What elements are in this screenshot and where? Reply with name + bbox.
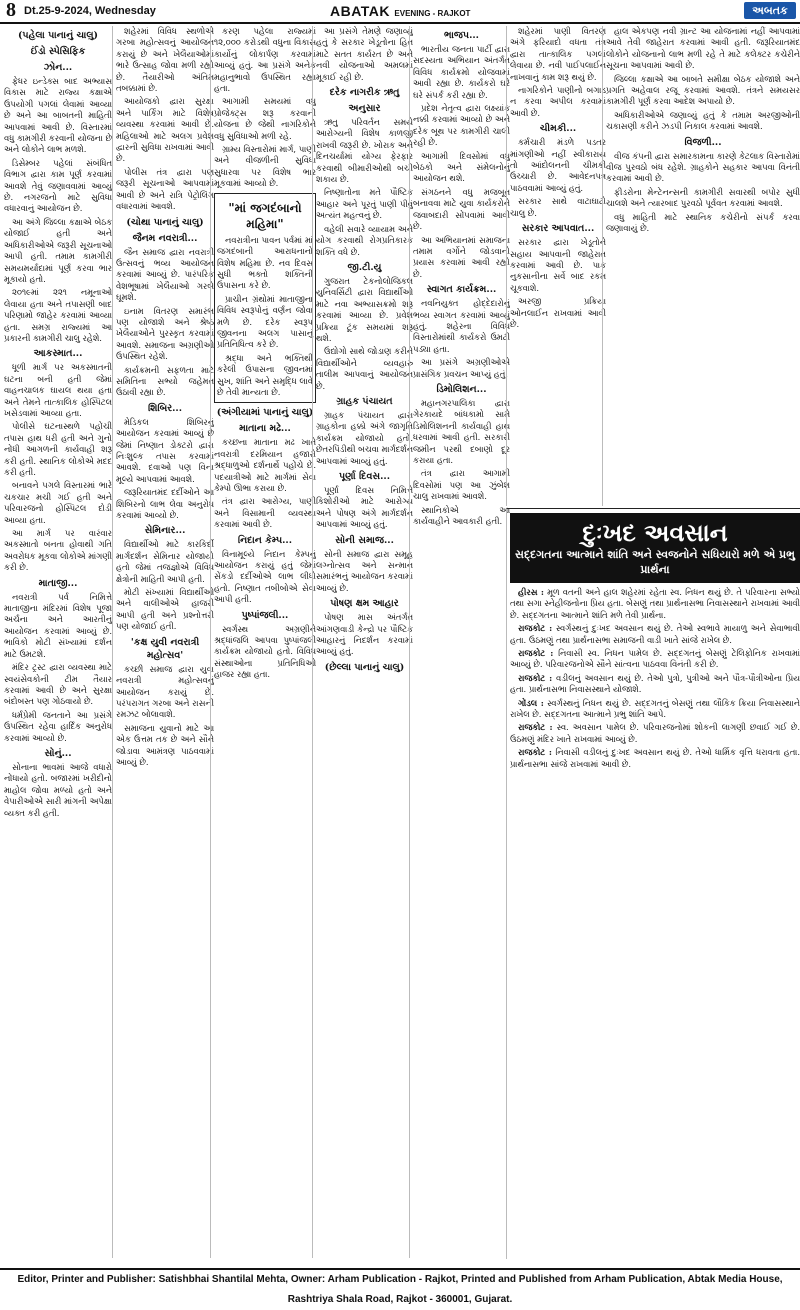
obituary-city: હીરસ : bbox=[518, 587, 544, 597]
headline: ડિમોલિશન... bbox=[436, 383, 487, 395]
masthead bbox=[0, 0, 800, 24]
article-body: સરકાર દ્વારા ખેડૂતોને સહાય આપવાની જાહેરાત કરવામાં આવી છે. પાક નુકસાનીના સર્વે બાદ રકમ ચૂકવાશે. અરજી પ્રક્રિયા ઓનલાઈન રાખવામાં આવી છે. bbox=[510, 237, 606, 329]
article-body: વિદ્યાર્થીઓ માટે કારકિર્દી માર્ગદર્શન સેમિનાર યોજાયો હતો જેમાં તજજ્ઞોએ વિવિધ ક્ષેત્રોની માહિતી આપી હતી. મોટી સંખ્યામાં વિદ્યાર્થીઓ અને વાલીઓએ હાજરી આપી હતી અને પ્રશ્નોત્તરી પણ યોજાઈ હતી. bbox=[116, 539, 214, 632]
obituary-subtitle: સદ્દગતના આત્માને શાંતિ અને સ્વજનોને સધિયારો મળે એ પ્રભુ પ્રાર્થના bbox=[515, 548, 795, 576]
headline: ઈંડો સ્પેસિફિક bbox=[30, 46, 86, 57]
article-body: ગ્રાહક પંચાયત દ્વારા ગ્રાહકોના હક્કો અંગે જાગૃતિ કાર્યક્રમ યોજાયો હતો. છેતરપિંડીથી બચવા માર્ગદર્શન આપવામાં આવ્યું હતું. bbox=[316, 409, 413, 466]
headline: માતાના મઢે... bbox=[239, 423, 291, 435]
article-body: ગુજરાત ટેકનોલોજિકલ યુનિવર્સિટી દ્વારા વિદ્યાર્થીઓ માટે નવા અભ્યાસક્રમો શરૂ કરવામાં આવ્યા છે. પ્રવેશ પ્રક્રિયા ટૂંક સમયમાં શરૂ થશે. ઉદ્યોગો સાથે જોડાણ કરીને વિદ્યાર્થીઓને વ્યવહારુ તાલીમ આપવાનું આયોજન છે. bbox=[316, 275, 413, 391]
obituary-city: રાજકોટ : bbox=[518, 722, 553, 733]
headline: જૈનમ નવરાત્રી... bbox=[132, 232, 198, 244]
article-body: કચ્છના માતાના મઢ ખાતે નવરાત્રી દરમિયાન હજારો શ્રદ્ધાળુઓ દર્શનાર્થે પહોંચે છે. પદયાત્રીઓ માટે માર્ગમાં સેવા કેમ્પો ઊભા કરાયા છે. તંત્ર દ્વારા આરોગ્ય, પાણી અને વિસામાની વ્યવસ્થા કરવામાં આવી છે. bbox=[214, 437, 316, 530]
headline: સરકાર આપવાત... bbox=[521, 223, 595, 235]
obituary-city: ગોંડલ : bbox=[518, 697, 544, 708]
edition-label: EVENING - RAJKOT bbox=[394, 9, 471, 18]
article-body: કચ્છી સમાજ દ્વારા યુવા નવરાત્રી મહોત્સવનું આયોજન કરાયું છે. પરંપરાગત ગરબા અને રાસની રમઝટ બોલાવાશે. સમાજના યુવાનો માટે આ એક ઉત્તમ તક છે અને સૌને જોડાવા આમંત્રણ પાઠવવામાં આવ્યું છે. bbox=[116, 663, 214, 767]
newspaper-name bbox=[330, 2, 470, 23]
headline: પોષણ ક્ષમ આહાર bbox=[330, 598, 399, 610]
column-3 bbox=[210, 26, 316, 1258]
column-5 bbox=[409, 26, 510, 1258]
article-body: આ પ્રસંગે તેમણે જણાવ્યું હતું કે સરકાર ખેડૂતોના હિત માટે સતત કાર્યરત છે અને નવી યોજનાઓ અમલમાં મૂકાઈ રહી છે. bbox=[316, 26, 413, 82]
article-body: સોનાના ભાવમાં આજે વધારો નોંધાયો હતો. બજારમાં ખરીદીનો માહોલ જોવા મળ્યો હતો અને વેપારીઓએ સારી માંગની અપેક્ષા વ્યક્ત કરી હતી. bbox=[4, 761, 112, 818]
article-body: કરણ પહેલા રાજ્યમાં ૧૨,૦૦૦ કરોડથી વધુના વિકાસ કાર્યોનું લોકાર્પણ કરવામાં આવ્યું હતું. આ પ્રસંગે અનેક મહાનુભાવો ઉપસ્થિત રહ્યા હતા. આગામી સમયમાં વધુ પ્રોજેક્ટ્સ શરૂ કરવાની યોજના છે જેથી નાગરિકોને વધુ સુવિધાઓ મળી રહે. ગ્રામ્ય વિસ્તારોમાં માર્ગ, પાણી અને વીજળીની સુવિધા સુધારવા પર વિશેષ ભાર મૂકવામાં આવ્યો છે. bbox=[214, 26, 316, 189]
article-columns bbox=[4, 26, 800, 1258]
article-body: શહેરમાં પાણી વિતરણ અંગે ફરિયાદો વધતા તંત્ર દ્વારા તાત્કાલિક પગલાં લેવાયા છે. નવી પાઈપલાઈન નાખવાનું કામ શરૂ થયું છે. નાગરિકોને પાણીનો બગાડ ન કરવા અપીલ કરવામાં આવી છે. bbox=[510, 26, 606, 118]
headline: જી.ટી.યુ bbox=[347, 261, 382, 273]
obituary-title: દુઃખદ અવસાન bbox=[582, 518, 728, 547]
headline: ભાજપ... bbox=[443, 30, 479, 41]
obituary-banner bbox=[510, 513, 800, 583]
article-body: જૈન સમાજ દ્વારા નવરાત્રી ઉત્સવનું ભવ્ય આયોજન કરવામાં આવ્યું છે. પારંપરિક વેશભૂષામાં ખેલૈયાઓ ગરબે ઘૂમશે. ઇનામ વિતરણ સમારંભ પણ યોજાશે અને શ્રેષ્ઠ ખેલૈયાઓને પુરસ્કૃત કરવામાં આવશે. સમાજના અગ્રણીઓ ઉપસ્થિત રહેશે. કાર્યક્રમની સફળતા માટે સમિતિના સભ્યો જહેમત ઉઠાવી રહ્યા છે. bbox=[116, 246, 214, 398]
obituary-city: રાજકોટ : bbox=[518, 623, 553, 634]
column-6 bbox=[506, 26, 606, 506]
headline: સોનું... bbox=[44, 747, 72, 759]
featured-article bbox=[214, 193, 316, 404]
article-body: કર્મચારી મંડળે પડતર માંગણીઓ નહીં સ્વીકારાય તો આંદોલનની ચીમકી ઉચ્ચારી છે. આવેદનપત્ર પાઠવવામાં આવ્યું હતું. સરકાર સાથે વાટાઘાટો ચાલુ છે. bbox=[510, 137, 606, 218]
obituary-city: રાજકોટ : bbox=[518, 672, 553, 683]
obituary-section bbox=[506, 508, 800, 1259]
headline: ગ્રાહક પંચાયત bbox=[336, 395, 393, 407]
article-body: શહેરમાં વિવિધ સ્થળોએ ગરબા મહોત્સવનું આયોજન કરાયું છે અને ખેલૈયાઓમાં ભારે ઉત્સાહ જોવા મળી રહ્યો છે. તૈયારીઓ અંતિમ તબક્કામાં છે. આયોજકો દ્વારા સુરક્ષા અને પાર્કિંગ માટે વિશેષ વ્યવસ્થા કરવામાં આવી છે. મહિલાઓ માટે અલગ પ્રવેશ દ્વારની સુવિધા રાખવામાં આવી છે. પોલીસ તંત્ર દ્વારા પણ જરૂરી સૂચનાઓ આપવામાં આવી છે અને રાત્રિ પેટ્રોલિંગ વધારવામાં આવશે. bbox=[116, 26, 214, 212]
column-1 bbox=[4, 26, 112, 1258]
continuation-label: (છેલ્લા પાનાનું ચાલુ) bbox=[324, 661, 405, 673]
continuation-label: (અંગીયામાં પાનાનું ચાલુ) bbox=[216, 407, 314, 419]
article-body: પોષણ માસ અંતર્ગત આંગણવાડી કેન્દ્રો પર પૌષ્ટિક આહારનું નિદર્શન કરવામાં આવ્યું હતું. bbox=[316, 612, 413, 657]
headline: આકસ્માત... bbox=[33, 348, 83, 360]
headline: "માં જગદંબાનો મહિમા" bbox=[228, 200, 302, 231]
headline: અનુસાર bbox=[348, 103, 381, 115]
column-2 bbox=[112, 26, 214, 1258]
article-body: નવરાત્રી પર્વ નિમિત્તે માતાજીના મંદિરમાં વિશેષ પૂજા અર્ચના અને આરતીનું આયોજન કરવામાં આવ્યું છે. ભાવિકો મોટી સંખ્યામાં દર્શન માટે ઉમટશે. મંદિર ટ્રસ્ટ દ્વારા વ્યવસ્થા માટે સ્વયંસેવકોની ટીમ તૈયાર કરવામાં આવી છે અને સુરક્ષા બંદોબસ્ત પણ ગોઠવાયો છે. ધર્મપ્રેમી જનતાને આ પ્રસંગે ઉપસ્થિત રહેવા હાર્દિક અનુરોધ કરવામાં આવ્યો છે. bbox=[4, 591, 112, 743]
headline: પૂર્ણા દિવસ... bbox=[338, 471, 391, 482]
newspaper-logo: અબતક bbox=[744, 2, 796, 19]
headline: 'કક્ષ યુવી નવરાત્રી મહોત્સવ' bbox=[130, 636, 200, 661]
article-body: હાલ એકપણ નવી ગ્રાન્ટ આ યોજનામાં નહીં આપવામાં આવે તેવી જાહેરાત કરવામાં આવી હતી. જરૂરિયાતમંદ લોકોને યોજનાનો લાભ મળી રહે તે માટે કલેક્ટર કચેરીને સૂચના આપવામાં આવી છે. જિલ્લા કક્ષાએ આ બાબતે સમીક્ષા બેઠક યોજાશે અને પ્રગતિ અહેવાલ રજૂ કરવામાં આવશે. તંત્રને સમયસર કામગીરી પૂર્ણ કરવા આદેશ અપાયો છે. અધિકારીઓએ જણાવ્યું હતું કે તમામ અરજીઓની ચકાસણી કરીને ઝડપી નિકાલ કરવામાં આવશે. bbox=[606, 26, 800, 132]
article-body: ધૂળી માર્ગ પર અકસ્માતની ઘટના બની હતી જેમાં વાહનચાલક ઘાયલ થયા હતા અને તેમને તાત્કાલિક હોસ્પિટલ ખસેડવામાં આવ્યા હતા. પોલીસે ઘટનાસ્થળે પહોંચી તપાસ હાથ ધરી હતી અને ગુનો નોંધી આગળની કાર્યવાહી શરૂ કરી હતી. સ્થાનિક લોકોએ મદદ કરી હતી. બનાવને પગલે વિસ્તારમાં ભારે ચકચાર મચી ગઈ હતી અને પરિવારજનો હોસ્પિટલ દોડી આવ્યા હતા. આ માર્ગ પર વારંવાર અકસ્માતો બનતા હોવાથી ગતિ અવરોધક મૂકવા લોકોએ માંગણી કરી છે. bbox=[4, 362, 112, 573]
headline: પુષ્પાંજલી... bbox=[241, 609, 289, 621]
brand-name: ABATAK bbox=[330, 3, 391, 19]
headline: સ્વાગત કાર્યક્રમ... bbox=[426, 284, 497, 296]
headline: વિજળી... bbox=[684, 136, 722, 148]
headline: સોની સમાજ... bbox=[335, 534, 394, 546]
obituary-city: રાજકોટ : bbox=[518, 747, 552, 758]
article-body: સોની સમાજ દ્વારા સમૂહ લગ્નોત્સવ અને સન્માન સમારંભનું આયોજન કરવામાં આવ્યું છે. bbox=[316, 548, 413, 593]
imprint-line: Editor, Printer and Publisher: Satishbhai Shantilal Mehta, Owner: Arham Publication - Rajkot, Printed and Published from Arham Publication, Abtak Media House, Rashtriya Shala Road, Rajkot - 360001, Gujarat. bbox=[0, 1268, 800, 1292]
article-body: સ્વર્ગસ્થ અગ્રણીને શ્રદ્ધાંજલિ આપવા પુષ્પાંજલી કાર્યક્રમ યોજાયો હતો. વિવિધ સંસ્થાઓના પ્રતિનિધિઓ હાજર રહ્યા હતા. bbox=[214, 623, 316, 680]
article-body: ઋતુ પરિવર્તન સમયે આરોગ્યની વિશેષ કાળજી રાખવી જરૂરી છે. ખોરાક અને દિનચર્યામાં યોગ્ય ફેરફાર કરવાથી બીમારીઓથી બચી શકાય છે. નિષ્ણાતોના મતે પૌષ્ટિક આહાર અને પૂરતું પાણી પીવું અત્યંત મહત્વનું છે. વહેલી સવારે વ્યાયામ અને યોગ કરવાથી રોગપ્રતિકારક શક્તિ વધે છે. bbox=[316, 117, 413, 257]
column-4 bbox=[312, 26, 413, 1258]
obituary-list: હીરસ : મૂળ વતની અને હાલ શહેરમાં રહેતા સ્વ. નિધન થયું છે. તે પરિવારના સભ્યો તથા સગા સ્નેહીજનોના પ્રિય હતા. બેસણું તથા પ્રાર્થનાસભા નિવાસસ્થાને રાખવામાં આવી છે. સદ્દગતના આત્માને શાંતિ મળે તેવી પ્રાર્થના. રાજકોટ : સ્વર્ગસ્થનું દુઃખદ અવસાન થયું છે. તેઓ સ્વભાવે માયાળુ અને સેવાભાવી હતા. ઉઠમણું તથા પ્રાર્થનાસભા સમાજની વાડી ખાતે સાંજે રાખેલ છે. રાજકોટ : નિવાસી સ્વ. નિધન પામેલ છે. સદ્દગતનું બેસણું ટેલિફોનિક રાખવામાં આવ્યું છે. પરિવારજનોએ સૌને સાંત્વના પાઠવવા વિનંતી કરી છે. રાજકોટ : વડીલનું અવસાન થયું છે. તેઓ પુત્રો, પુત્રીઓ અને પૌત્ર-પૌત્રીઓના પ્રિય હતા. પ્રાર્થનાસભા નિવાસસ્થાને યોજાશે. ગોંડલ : સ્વર્ગસ્થનું નિધન થયું છે. સદ્દગતનું બેસણું તથા લૌકિક ક્રિયા નિવાસસ્થાને રાખેલ છે. સદ્દગતના આત્માને પ્રભુ શાંતિ આપે. રાજકોટ : સ્વ. અવસાન પામેલ છે. પરિવારજનોમાં શોકની લાગણી છવાઈ ગઈ છે. ઉઠમણું મંદિર ખાતે રાખવામાં આવ્યું છે. રાજકોટ : નિવાસી વડીલનું દુઃખદ અવસાન થયું છે. તેઓ ધાર્મિક વૃત્તિ ધરાવતા હતા. પ્રાર્થનાસભા સાંજે રાખવામાં આવી છે. bbox=[510, 587, 800, 769]
article-body: મેડિકલ શિબિરનું આયોજન કરવામાં આવ્યું છે જેમાં નિષ્ણાત ડોક્ટરો દ્વારા નિઃશુલ્ક તપાસ કરવામાં આવશે. દવાઓ પણ વિના મૂલ્યે આપવામાં આવશે. જરૂરિયાતમંદ દર્દીઓને આ શિબિરનો લાભ લેવા અનુરોધ કરવામાં આવ્યો છે. bbox=[116, 416, 214, 521]
page-number: 8 bbox=[6, 0, 24, 21]
article-body: નવરાત્રીના પાવન પર્વમાં માં જગદંબાની આરાધનાનો વિશેષ મહિમા છે. નવ દિવસ સુધી ભક્તો શક્તિની ઉપાસના કરે છે. પ્રાચીન ગ્રંથોમાં માતાજીના વિવિધ સ્વરૂપોનું વર્ણન જોવા મળે છે. દરેક સ્વરૂપ જીવનના અલગ પાસાનું પ્રતિનિધિત્વ કરે છે. શ્રદ્ધા અને ભક્તિથી કરેલી ઉપાસના જીવનમાં સુખ, શાંતિ અને સમૃદ્ધિ લાવે છે તેવી માન્યતા છે. bbox=[217, 234, 313, 397]
continuation-label: (પહેલા પાનાનું ચાલુ) bbox=[17, 30, 99, 41]
article-body: મહાનગરપાલિકા દ્વારા ગેરકાયદે બાંધકામો સામે ડિમોલિશનની કાર્યવાહી હાથ ધરવામાં આવી હતી. સરકારી જમીન પરથી દબાણો દૂર કરાયા હતા. તંત્ર દ્વારા આગામી દિવસોમાં પણ આ ઝુંબેશ ચાલુ રાખવામાં આવશે. સ્થાનિકોએ આ કાર્યવાહીને આવકારી હતી. bbox=[413, 397, 510, 527]
headline: ચીમકી... bbox=[539, 123, 577, 135]
column-7 bbox=[602, 26, 800, 506]
article-body: ફેધર ઇન્ડેક્સ બાદ અભ્યાસ વિકાસ માટે રાજ્ય કક્ષાએ ઉપયોગી પગલાં લેવામાં આવ્યા છે અને આ બાબતની માહિતી આપવામાં આવી છે. વિસ્તારમાં વધુ કામગીરી કરવાની યોજના છે અને લોકોને લાભ મળશે. ડિસેમ્બર પહેલાં સંબંધિત વિભાગ દ્વારા કામ પૂર્ણ કરવામાં આવશે તેવું જણાવવામાં આવ્યું છે. નગરજનો માટે સુવિધા વધારવાનું આયોજન છે. આ અંગે જિલ્લા કક્ષાએ બેઠક યોજાઈ હતી અને અધિકારીઓએ જરૂરી સૂચનાઓ આપી હતી. તમામ કામગીરી સમયમર્યાદામાં પૂર્ણ કરવા ભાર મૂકાયો હતો. ૨૦૧૯માં ૨૨૧ નમૂનાઓ લેવાયા હતા અને તપાસણી બાદ પરિણામો જાહેર કરવામાં આવ્યા હતા. સમગ્ર રાજ્યમાં આ પ્રકારની કામગીરી ચાલુ રહેશે. bbox=[4, 76, 112, 343]
edition-date: Dt.25-9-2024, Wednesday bbox=[24, 5, 156, 17]
article-body: નવનિયુક્ત હોદ્દેદારોનું ભવ્ય સ્વાગત કરવામાં આવ્યું હતું. શહેરના વિવિધ વિસ્તારોમાંથી કાર્યકરો ઉમટી પડ્યા હતા. આ પ્રસંગે અગ્રણીઓએ પ્રાસંગિક પ્રવચન આપ્યું હતું. bbox=[413, 298, 510, 379]
article-body: ભારતીય જનતા પાર્ટી દ્વારા સદસ્યતા અભિયાન અંતર્ગત વિવિધ કાર્યક્રમો યોજવામાં આવી રહ્યા છે. કાર્યકરો ઘરે ઘરે સંપર્ક કરી રહ્યા છે. પ્રદેશ નેતૃત્વ દ્વારા લક્ષ્યાંક નક્કી કરવામાં આવ્યો છે અને દરેક બૂથ પર કામગીરી ચાલી રહી છે. આગામી દિવસોમાં વધુ બેઠકો અને સંમેલનોનું આયોજન થશે. સંગઠનને વધુ મજબૂત બનાવવા માટે યુવા કાર્યકરોને જવાબદારી સોંપવામાં આવી છે. આ અભિયાનમાં સમાજના તમામ વર્ગોને જોડવાનો પ્રયાસ કરવામાં આવી રહ્યો છે. bbox=[413, 44, 510, 279]
headline: દરેક નાગરીક ઋતુ bbox=[329, 87, 400, 99]
obituary-city: રાજકોટ : bbox=[518, 648, 554, 659]
article-body: વિનામૂલ્યે નિદાન કેમ્પનું આયોજન કરાયું હતું જેમાં સેંકડો દર્દીઓએ લાભ લીધો હતો. નિષ્ણાત તબીબોએ સેવા આપી હતી. bbox=[214, 548, 316, 605]
headline: નિદાન કેમ્પ... bbox=[237, 534, 293, 546]
headline: માતાજી... bbox=[38, 577, 78, 589]
article-body: વીજ કંપની દ્વારા સમારકામના કારણે કેટલાક વિસ્તારોમાં વીજ પુરવઠો બંધ રહેશે. ગ્રાહકોને સહકાર આપવા વિનંતી કરવામાં આવી છે. ફીડરોના મેન્ટેનન્સની કામગીરી સવારથી બપોર સુધી ચાલશે અને ત્યારબાદ પુરવઠો પૂર્વવત કરવામાં આવશે. વધુ માહિતી માટે સ્થાનિક કચેરીનો સંપર્ક કરવા જણાવાયું છે. bbox=[606, 150, 800, 234]
continuation-label: (ચોથા પાનાનું ચાલુ) bbox=[126, 216, 204, 228]
article-body: પૂર્ણા દિવસ નિમિત્તે કિશોરીઓ માટે આરોગ્ય અને પોષણ અંગે માર્ગદર્શન આપવામાં આવ્યું હતું. bbox=[316, 485, 413, 530]
headline: સેમિનાર... bbox=[144, 525, 186, 537]
headline: શિબિર... bbox=[147, 402, 183, 414]
headline: ઝોન... bbox=[43, 62, 73, 73]
